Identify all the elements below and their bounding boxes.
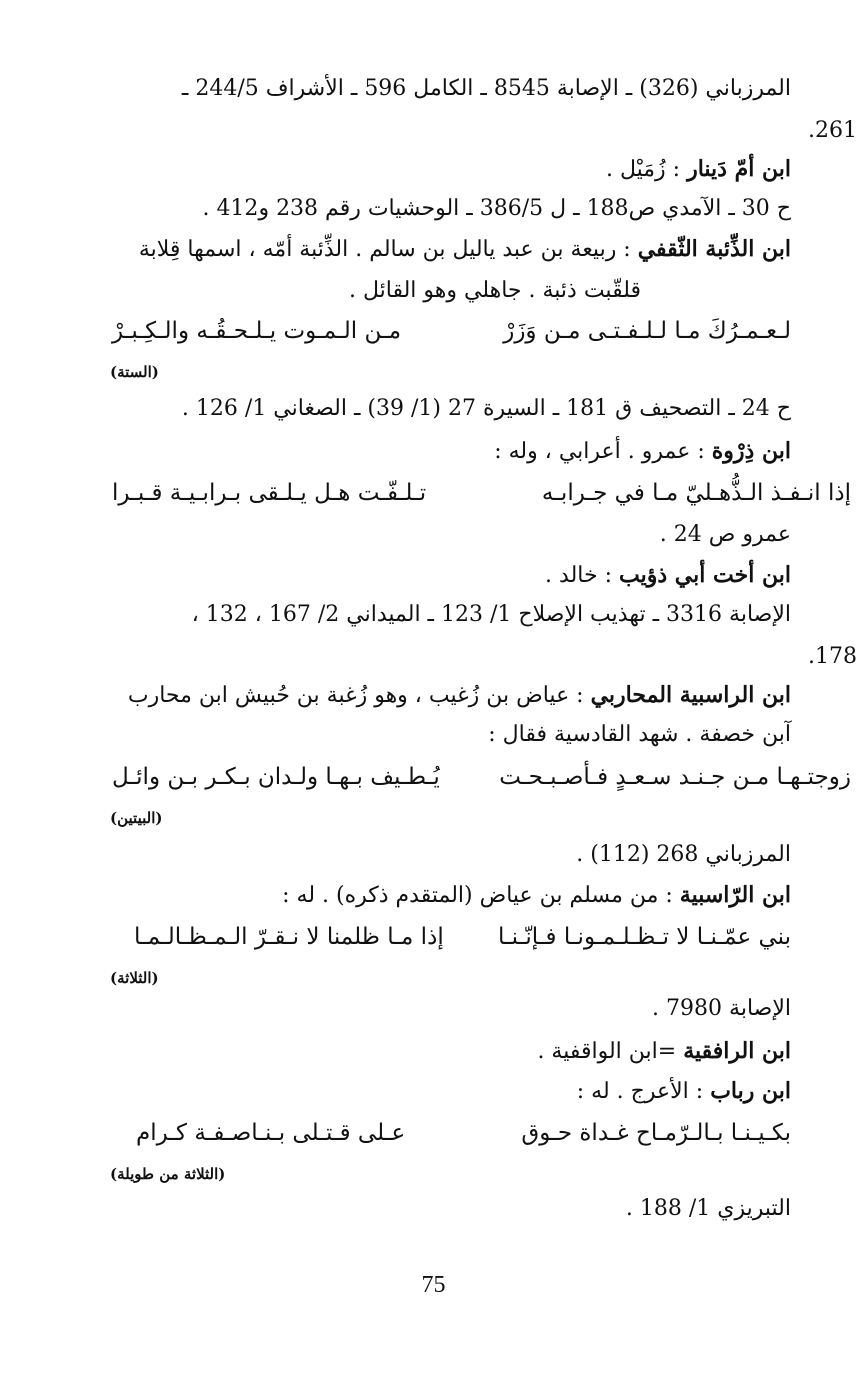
entry-heading: ابن أخت أبي ذؤيب xyxy=(619,562,791,588)
entry-body: =ابن الواقفية . xyxy=(537,1039,684,1064)
entry-heading: ابن رباب xyxy=(710,1078,791,1104)
verse-second-hemistich: إذا مـا ظلمنا لا نـقـرّ الـمـظـالـمـا xyxy=(134,924,444,950)
text-line: الإصابة 7980 . xyxy=(652,996,791,1021)
entry-line xyxy=(545,560,791,591)
entry-line xyxy=(577,1076,791,1107)
text-line: ح 24 ـ التصحيف ق 181 ـ السيرة 27 (1/ 39) ـ الصغاني 1/ 126 . xyxy=(181,396,791,421)
entry-line xyxy=(494,436,791,467)
entry-line xyxy=(139,234,791,265)
verse-count-tag: (البيتين) xyxy=(110,809,163,827)
text-line: المرزباني (326) ـ الإصابة 8545 ـ الكامل 596 ـ الأشراف 244/5 ـ xyxy=(181,76,791,101)
text-line: المرزباني 268 (112) . xyxy=(576,842,791,867)
verse-second-hemistich: تـلـفّـت هـل يـلـقى بـرابـيـة قـبـرا xyxy=(112,480,427,506)
entry-heading: ابن الرافقية xyxy=(683,1038,791,1064)
text-line: .261 xyxy=(808,118,857,143)
verse-second-hemistich: عـلى قـتـلى بـنـاصـفـة كـرام xyxy=(136,1120,406,1146)
entry-body: : عمرو . أعرابي ، وله : xyxy=(494,439,712,464)
entry-body: : ربيعة بن عبد ياليل بن سالم . الذِّئبة أمّه ، اسمها قِلابة xyxy=(138,237,638,262)
text-line: التبريزي 1/ 188 . xyxy=(625,1196,791,1221)
verse-first-hemistich: زوجتـهـا مـن جـنـد سـعـدٍ فـأصـبـحـت xyxy=(499,764,851,790)
page-number: 75 xyxy=(421,1272,446,1298)
entry-heading: ابن أمّ دَينار xyxy=(687,156,791,182)
entry-heading: ابن الراسبية المحاربي xyxy=(590,682,791,708)
entry-body: : الأعرج . له : xyxy=(576,1079,711,1104)
text-line: عمرو ص 24 . xyxy=(659,522,791,547)
verse-first-hemistich: لـعـمـرُكَ مـا لـلـفـتـى مـن وَزَرْ xyxy=(503,318,791,344)
text-line: قلقّبت ذئبة . جاهلي وهو القائل . xyxy=(348,278,641,303)
entry-line xyxy=(282,880,791,911)
verse-count-tag: (الثلاثة) xyxy=(110,969,159,987)
text-line: .178 xyxy=(808,644,857,669)
verse-count-tag: (الستة) xyxy=(110,363,159,381)
entry-heading: ابن ذِرْوة xyxy=(711,438,791,464)
text-line: الإصابة 3316 ـ تهذيب الإصلاح 1/ 123 ـ الميداني 2/ 167 ، 132 ، xyxy=(191,602,791,627)
entry-heading: ابن الذِّئبة الثّقفي xyxy=(637,236,791,262)
verse-first-hemistich: بكـيـنـا بـالـرّمـاح غـداة حـوق xyxy=(521,1120,791,1146)
entry-body: : عياض بن زُغيب ، وهو زُغبة بن حُبيش ابن محارب xyxy=(127,683,591,708)
text-line: آبن خصفة . شهد القادسية فقال : xyxy=(488,722,791,747)
verse-first-hemistich: بني عمّـنـا لا تـظـلـمـونـا فـإنّـنـا xyxy=(497,924,791,950)
entry-line xyxy=(606,154,791,185)
text-line: ح 30 ـ الآمدي ص188 ـ ل 386/5 ـ الوحشيات رقم 238 و412 . xyxy=(202,196,791,221)
entry-line xyxy=(537,1036,791,1067)
verse-first-hemistich: إذا انـفـذ الـذُّهـليّ مـا في جـرابـه xyxy=(541,480,851,506)
verse-second-hemistich: مـن الـمـوت يـلـحـقُـه والـكِـبـرْ xyxy=(112,318,402,344)
entry-body: : زُمَيْل . xyxy=(605,157,688,182)
verse-count-tag: (الثلاثة من طويلة) xyxy=(110,1165,226,1183)
entry-heading: ابن الرّاسبية xyxy=(679,882,791,908)
entry-line xyxy=(128,680,791,711)
entry-body: : خالد . xyxy=(545,563,619,588)
verse-second-hemistich: يُـطـيف بـهـا ولـدان بـكـر بـن وائـل xyxy=(112,764,440,790)
entry-body: : من مسلم بن عياض (المتقدم ذكره) . له : xyxy=(282,883,680,908)
